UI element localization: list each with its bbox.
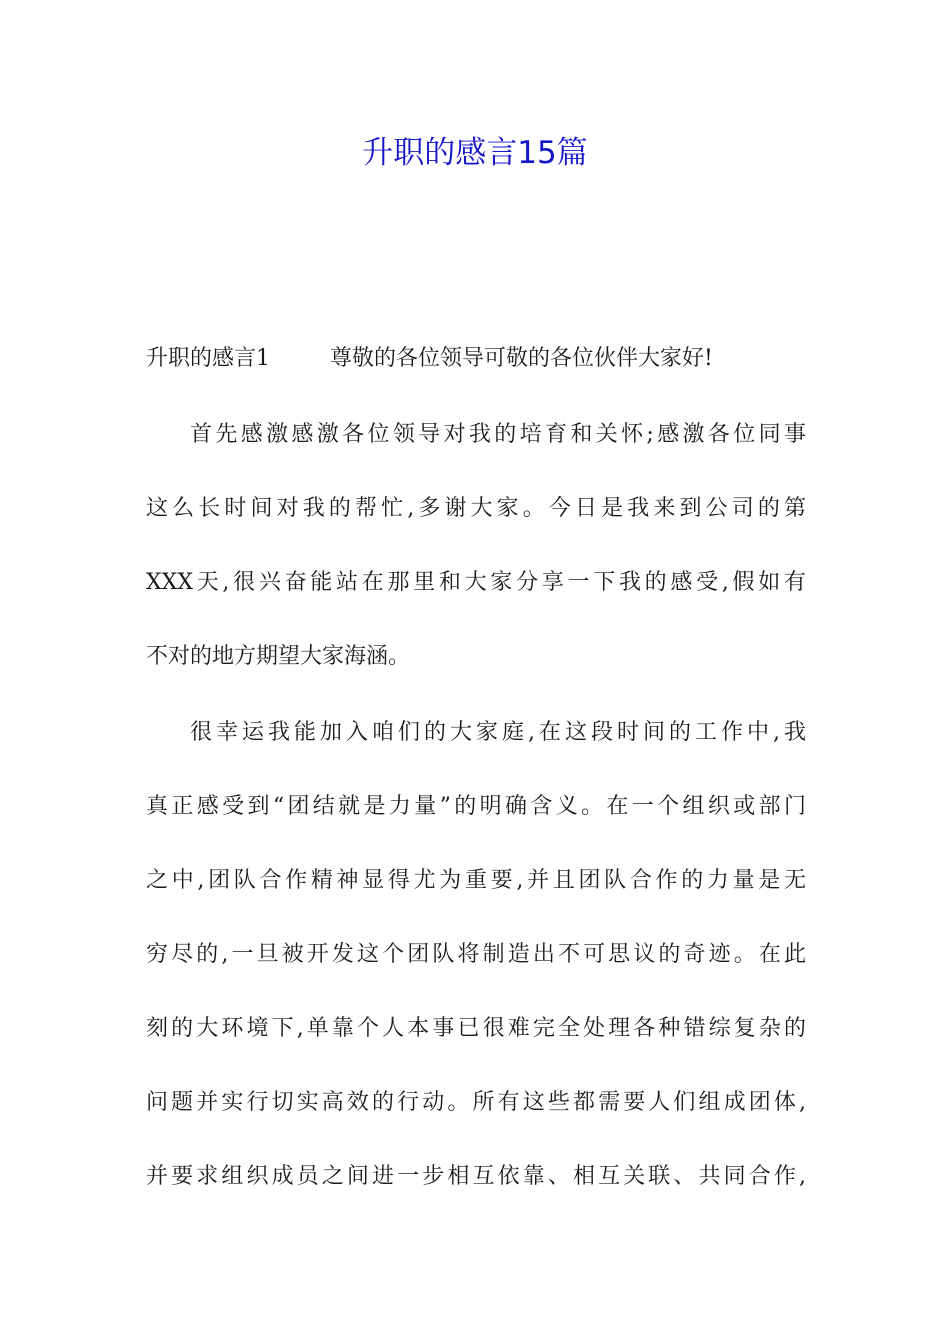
paragraph-line-3: 这么长时间对我的帮忙,多谢大家。今日是我来到公司的第 (146, 496, 806, 521)
paragraph-line-1 (146, 344, 806, 374)
section-heading: 升职的感言1 (146, 346, 270, 371)
paragraph-line-11: 问题并实行切实高效的行动。所有这些都需要人们组成团体, (146, 1090, 806, 1115)
paragraph-line-8: 之中,团队合作精神显得尤为重要,并且团队合作的力量是无 (146, 868, 806, 893)
paragraph-line-6: 很幸运我能加入咱们的大家庭,在这段时间的工作中,我 (190, 720, 806, 745)
paragraph-line-10: 刻的大环境下,单靠个人本事已很难完全处理各种错综复杂的 (146, 1016, 806, 1041)
paragraph-line-12: 并要求组织成员之间进一步相互依靠、相互关联、共同合作, (146, 1164, 806, 1189)
paragraph-line-9: 穷尽的,一旦被开发这个团队将制造出不可思议的奇迹。在此 (146, 942, 806, 967)
paragraph-line-2: 首先感激感激各位领导对我的培育和关怀;感激各位同事 (190, 422, 806, 447)
paragraph-line-5: 不对的地方期望大家海涵。 (146, 644, 411, 669)
paragraph-line-7: 真正感受到“团结就是力量”的明确含义。在一个组织或部门 (146, 794, 806, 819)
document-title: 升职的感言15篇 (362, 135, 588, 171)
greeting-text: 尊敬的各位领导可敬的各位伙伴大家好! (330, 346, 713, 371)
paragraph-line-4: XXX天,很兴奋能站在那里和大家分享一下我的感受,假如有 (146, 570, 806, 595)
